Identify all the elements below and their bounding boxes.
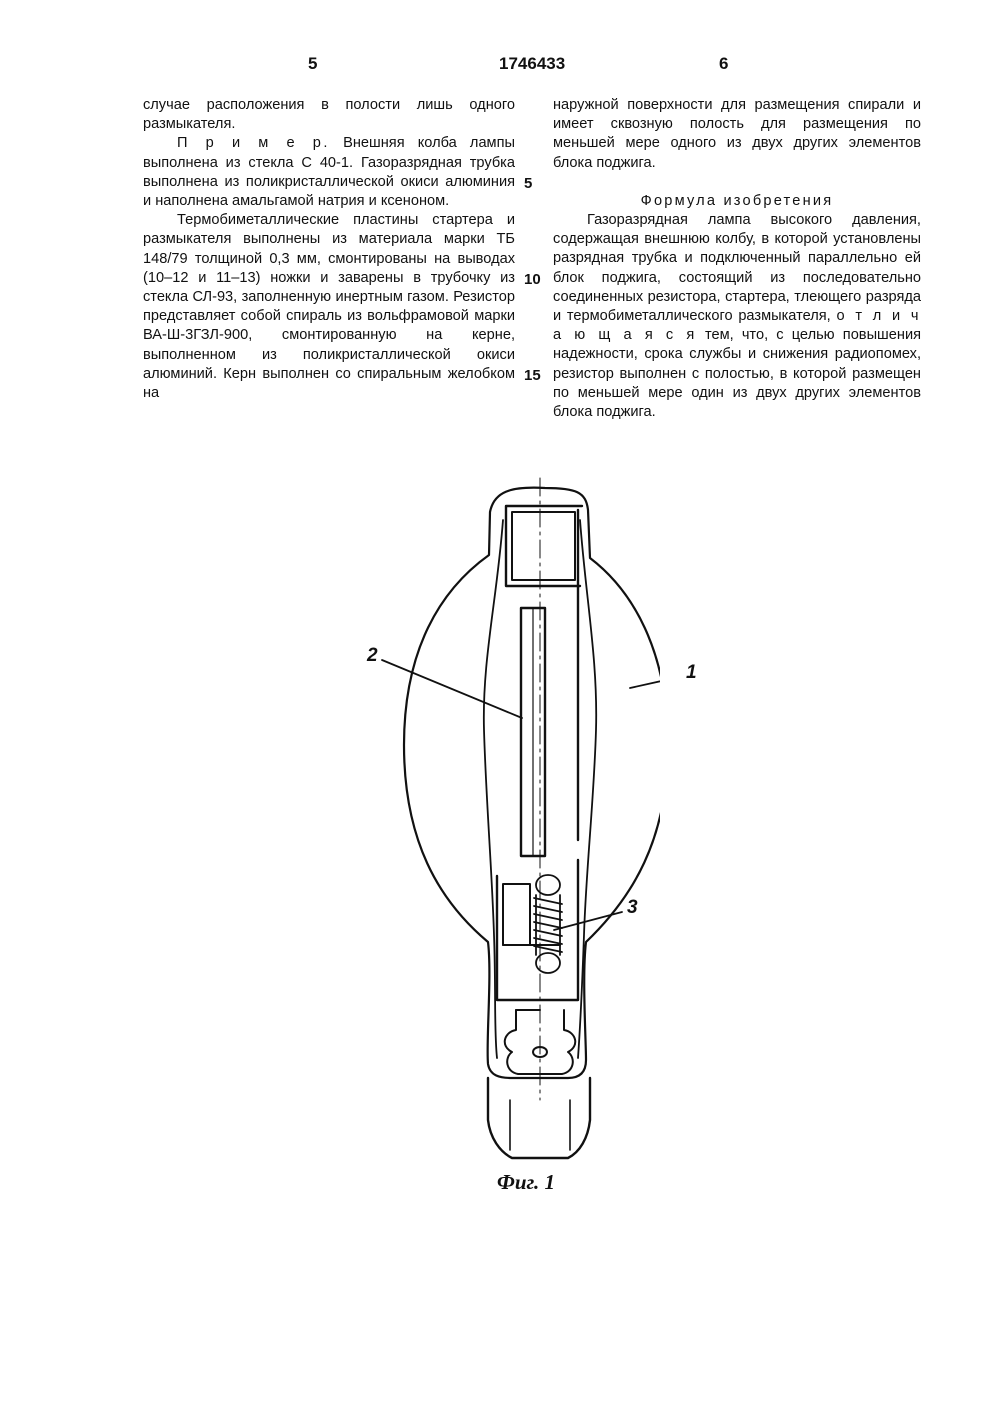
label-2: 2 bbox=[367, 645, 378, 666]
resistor-coil bbox=[534, 875, 562, 973]
leader-1 bbox=[630, 676, 660, 688]
claim-text-end: тем, что, с целью повышения надежности, срока службы и снижения радиопомех, резистор выполнен с полостью, в которой размещен по меньшей мере один из двух других элементов блока поджига. bbox=[553, 327, 921, 421]
example-paragraph bbox=[143, 134, 515, 211]
page-number-right: 6 bbox=[719, 54, 729, 73]
leader-2 bbox=[382, 660, 522, 718]
claim-paragraph bbox=[553, 211, 921, 422]
top-bracket bbox=[506, 506, 582, 586]
left-paragraph-3: Термобиметаллические пластины стартера и размыкателя выполнены из материала марки ТБ 148/79 толщиной 0,3 мм, смонтированы на выводах (10–12 и 11–13) ножки и заварены в трубочку из стекла СЛ-93, заполненную инертным газом. Резистор представляет собой спираль из вольфрамовой марки ВА-Ш-3ГЗЛ-900, смонтированную на керне, выполненном из поликристаллической окиси алюминий. Керн выполнен со спиральным желобком на bbox=[143, 212, 515, 402]
right-text-column bbox=[553, 96, 921, 422]
claim-text-start: Газоразрядная лампа высокого давления, содержащая внешнюю колбу, в которой установлены разрядная трубка и подключенный параллельно ей блок поджига, состоящий из последовательно соединенных резистора, стартера, тлеющего разряда и термобиметаллического размыкателя, bbox=[553, 212, 921, 325]
left-paragraph-1: случае расположения в полости лишь одного размыкателя. bbox=[143, 97, 515, 133]
example-text: Внешняя колба лампы выполнена из стекла С 40-1. Газоразрядная трубка выполнена из поликристаллической окиси алюминия и наполнена амальгамой натрия и ксеноном. bbox=[143, 135, 515, 210]
lamp-figure bbox=[340, 470, 660, 1170]
line-number-10: 10 bbox=[524, 271, 541, 288]
outer-bulb bbox=[404, 488, 660, 1078]
right-paragraph-1: наружной поверхности для размещения спирали и имеет сквозную полость для размещения по меньшей мере одного из двух других элементов блока поджига. bbox=[553, 97, 921, 171]
example-lead: П р и м е р. bbox=[177, 135, 330, 152]
leader-3 bbox=[554, 912, 622, 930]
page-number-left: 5 bbox=[308, 54, 318, 73]
line-number-15: 15 bbox=[524, 367, 541, 384]
label-1: 1 bbox=[686, 662, 697, 683]
inner-envelope bbox=[484, 520, 503, 1058]
claims-title: Формула изобретения bbox=[640, 192, 834, 209]
patent-number: 1746433 bbox=[499, 54, 566, 73]
left-text-column bbox=[143, 96, 515, 403]
label-3: 3 bbox=[627, 897, 638, 918]
line-number-5: 5 bbox=[524, 175, 533, 192]
lamp-base bbox=[488, 1078, 590, 1158]
claim-keyword: о т л и ч а ю щ а я с я bbox=[553, 308, 921, 344]
figure-caption: Фиг. 1 bbox=[497, 1170, 556, 1194]
